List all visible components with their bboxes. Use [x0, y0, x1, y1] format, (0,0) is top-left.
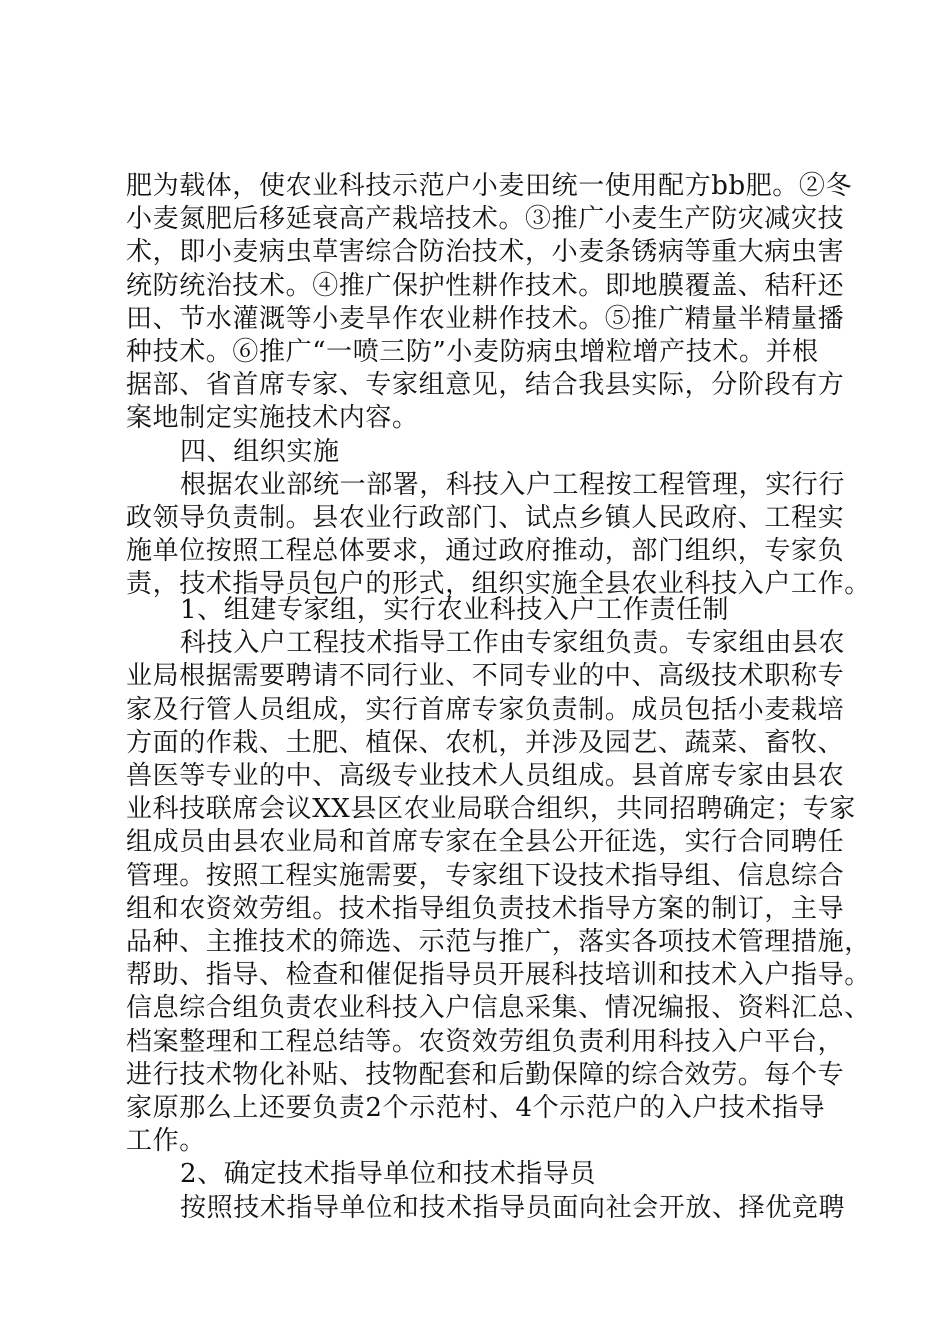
text-line: 业局根据需要聘请不同行业、不同专业的中、高级技术职称专 [126, 661, 845, 692]
text-line: 进行技术物化补贴、技物配套和后勤保障的综合效劳。每个专 [126, 1059, 845, 1090]
text-line: 帮助、指导、检查和催促指导员开展科技培训和技术入户指导。 [126, 960, 871, 991]
subsection-heading-expert-group: 1、组建专家组，实行农业科技入户工作责任制 [180, 595, 730, 625]
text-line: 肥为载体，使农业科技示范户小麦田统一使用配方bb肥。②冬 [126, 171, 853, 201]
text-line: 科技入户工程技术指导工作由专家组负责。专家组由县农 [180, 628, 846, 659]
text-line: 档案整理和工程总结等。农资效劳组负责利用科技入户平台， [126, 1026, 845, 1057]
text-line: 术，即小麦病虫草害综合防治技术，小麦条锈病等重大病虫害 [126, 237, 845, 268]
text-line: 管理。按照工程实施需要，专家组下设技术指导组、信息综合 [126, 860, 845, 891]
text-line: 小麦氮肥后移延衰高产栽培技术。③推广小麦生产防灾减灾技 [126, 204, 845, 235]
text-line: 田、节水灌溉等小麦旱作农业耕作技术。⑤推广精量半精量播 [126, 303, 845, 334]
text-line: 工作。 [126, 1126, 206, 1157]
paragraph-technical-measures [126, 170, 871, 602]
text-line: 政领导负责制。县农业行政部门、试点乡镇人民政府、工程实 [126, 503, 845, 534]
text-line: 组和农资效劳组。技术指导组负责技术指导方案的制订，主导 [126, 893, 845, 924]
text-line: 施单位按照工程总体要求，通过政府推动，部门组织，专家负 [126, 536, 845, 567]
section-heading-organization: 四、组织实施 [180, 436, 340, 467]
text-line: 案地制定实施技术内容。 [126, 403, 419, 434]
text-line: 兽医等专业的中、高级专业技术人员组成。县首席专家由县农 [126, 761, 845, 792]
subsection-heading-instructors: 2、确定技术指导单位和技术指导员 [180, 1159, 597, 1190]
text-line: 统防统治技术。④推广保护性耕作技术。即地膜覆盖、秸秆还 [126, 270, 845, 301]
text-line: 信息综合组负责农业科技入户信息采集、情况编报、资料汇总、 [126, 993, 871, 1024]
text-line: 业科技联席会议XX县区农业局联合组织，共同招聘确定；专家 [126, 794, 856, 825]
text-line: 责，技术指导员包户的形式，组织实施全县农业科技入户工作。 [126, 569, 871, 600]
text-line: 据部、省首席专家、专家组意见，结合我县实际，分阶段有方 [126, 370, 845, 401]
paragraph-expert-group [126, 594, 871, 1225]
text-line: 品种、主推技术的筛选、示范与推广，落实各项技术管理措施， [126, 927, 871, 958]
text-line: 组成员由县农业局和首席专家在全县公开征选，实行合同聘任 [126, 827, 845, 858]
text-line: 方面的作栽、土肥、植保、农机，并涉及园艺、蔬菜、畜牧、 [126, 727, 845, 758]
text-line: 种技术。⑥推广“一喷三防”小麦防病虫增粒增产技术。并根 [126, 337, 819, 368]
text-line: 按照技术指导单位和技术指导员面向社会开放、择优竞聘 [180, 1192, 846, 1223]
text-line: 根据农业部统一部署，科技入户工程按工程管理，实行行 [180, 469, 846, 500]
text-line: 家原那么上还要负责2个示范村、4个示范户的入户技术指导 [126, 1093, 826, 1124]
text-line: 家及行管人员组成，实行首席专家负责制。成员包括小麦栽培 [126, 694, 845, 725]
